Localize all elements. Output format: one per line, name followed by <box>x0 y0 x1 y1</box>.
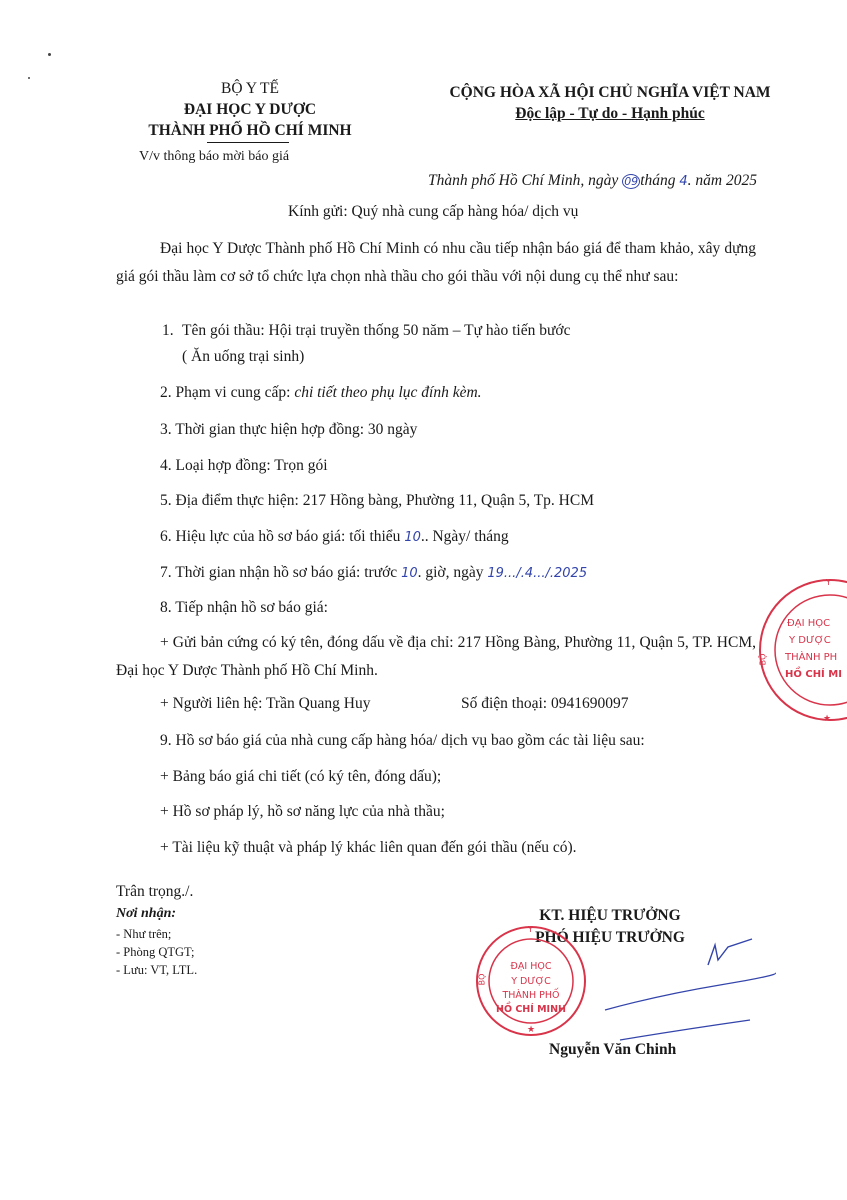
seal-line-4: HỒ CHÍ MINH <box>496 1004 566 1015</box>
signer-name: Nguyễn Văn Chinh <box>549 1041 677 1058</box>
official-seal <box>475 925 587 1037</box>
date-month-label: tháng <box>640 172 676 189</box>
seal-line-3: THÀNH PHỐ <box>502 990 560 1001</box>
ministry-name: BỘ Y TẾ <box>221 80 279 97</box>
svg-text:★: ★ <box>526 1024 536 1034</box>
seal-line-1: ĐẠI HỌC <box>510 961 552 972</box>
item-8b-contact: + Người liên hệ: Trần Quang Huy <box>160 695 371 712</box>
item-8b-phone: Số điện thoại: 0941690097 <box>461 695 629 712</box>
header-left-underline <box>207 142 289 143</box>
item-9c: + Tài liệu kỹ thuật và pháp lý khác liên quan đến gói thầu (nếu có). <box>160 839 577 856</box>
document-date <box>428 172 757 190</box>
item-3: 3. Thời gian thực hiện hợp đồng: 30 ngày <box>160 421 418 438</box>
item-6-handwritten: 10 <box>404 530 421 545</box>
seal-line-2: Y DƯỢC <box>511 976 551 987</box>
seal-partial-top: Y <box>826 578 831 587</box>
university-name-line1: ĐẠI HỌC Y DƯỢC <box>183 101 317 118</box>
seal-partial-line-4: HỒ CHÍ MI <box>785 669 842 680</box>
item-6 <box>160 528 509 546</box>
item-9: 9. Hồ sơ báo giá của nhà cung cấp hàng hóa/ dịch vụ bao gồm các tài liệu sau: <box>160 732 645 749</box>
university-name-line2: THÀNH PHỐ HỒ CHÍ MINH <box>148 122 352 139</box>
date-prefix: Thành phố Hồ Chí Minh, ngày <box>428 172 619 189</box>
item-9b: + Hồ sơ pháp lý, hồ sơ năng lực của nhà thầu; <box>160 803 445 820</box>
date-day-handwritten: 09 <box>624 175 639 188</box>
item-1-label: 1. <box>162 322 174 339</box>
national-motto: Độc lập - Tự do - Hạnh phúc <box>515 105 705 122</box>
item-7-date-handwritten: 19.../.4.../.2025 <box>487 566 588 581</box>
seal-partial-line-2: Y DƯỢC <box>789 635 831 646</box>
item-8a-text: + Gửi bản cứng có ký tên, đóng dấu về địa chỉ: 217 Hồng Bàng, Phường 11, Quận 5, TP. HCM, Đại học Y Dược Thành phố Hồ Chí Minh. <box>116 634 756 679</box>
item-8: 8. Tiếp nhận hồ sơ báo giá: <box>160 599 328 616</box>
item-1-text: Tên gói thầu: Hội trại truyền thống 50 năm – Tự hào tiến bước <box>182 322 571 339</box>
item-7 <box>160 564 587 582</box>
item-9a: + Bảng báo giá chi tiết (có ký tên, đóng dấu); <box>160 768 442 785</box>
item-6-suffix: .. Ngày/ tháng <box>420 528 509 545</box>
official-seal-partial <box>755 575 847 725</box>
country-name: CỘNG HÒA XÃ HỘI CHỦ NGHĨA VIỆT NAM <box>449 84 771 101</box>
signature-title-2: PHÓ HIỆU TRƯỞNG <box>535 929 685 946</box>
recipients-title: Nơi nhận: <box>116 906 177 921</box>
closing: Trân trọng./. <box>116 883 194 900</box>
recipient-1: - Như trên; <box>116 927 172 941</box>
item-2 <box>160 384 482 402</box>
item-5: 5. Địa điểm thực hiện: 217 Hồng bàng, Phường 11, Quận 5, Tp. HCM <box>160 492 594 509</box>
item-7-prefix: 7. Thời gian nhận hồ sơ báo giá: trước <box>160 564 398 581</box>
intro-paragraph <box>116 235 756 291</box>
item-1-subtext: ( Ăn uống trại sinh) <box>182 348 305 365</box>
scan-dot <box>48 53 51 56</box>
svg-text:★: ★ <box>822 713 832 723</box>
seal-partial-side: BỘ <box>758 653 768 666</box>
item-2-prefix: 2. Phạm vi cung cấp: <box>160 384 295 401</box>
date-suffix: . năm 2025 <box>687 172 757 189</box>
item-7-mid: . giờ, ngày <box>417 564 484 581</box>
seal-top-letter: Y <box>528 925 533 934</box>
seal-partial-line-3: THÀNH PH <box>785 652 838 663</box>
scan-dot <box>28 77 30 79</box>
signature-title-1: KT. HIỆU TRƯỞNG <box>539 907 681 924</box>
recipient-2: - Phòng QTGT; <box>116 945 195 959</box>
item-8a-paragraph <box>116 629 756 685</box>
seal-side-text: BỘ <box>477 973 487 986</box>
salutation: Kính gửi: Quý nhà cung cấp hàng hóa/ dịch vụ <box>288 203 579 220</box>
item-7-hour-handwritten: 10 <box>401 566 418 581</box>
subject-line: V/v thông báo mời báo giá <box>139 149 290 164</box>
seal-partial-line-1: ĐẠI HỌC <box>787 618 831 629</box>
item-2-italic: chi tiết theo phụ lục đính kèm. <box>294 384 482 401</box>
intro-text: Đại học Y Dược Thành phố Hồ Chí Minh có nhu cầu tiếp nhận báo giá để tham khảo, xây dựng giá gói thầu làm cơ sở tổ chức lựa chọn nhà thầu cho gói thầu với nội dung cụ thể như sau: <box>116 240 756 285</box>
recipient-3: - Lưu: VT, LTL. <box>116 963 198 977</box>
date-month-handwritten: 4 <box>679 174 688 189</box>
item-6-prefix: 6. Hiệu lực của hồ sơ báo giá: tối thiểu <box>160 528 401 545</box>
item-4: 4. Loại hợp đồng: Trọn gói <box>160 457 328 474</box>
handwritten-signature <box>600 925 780 1055</box>
